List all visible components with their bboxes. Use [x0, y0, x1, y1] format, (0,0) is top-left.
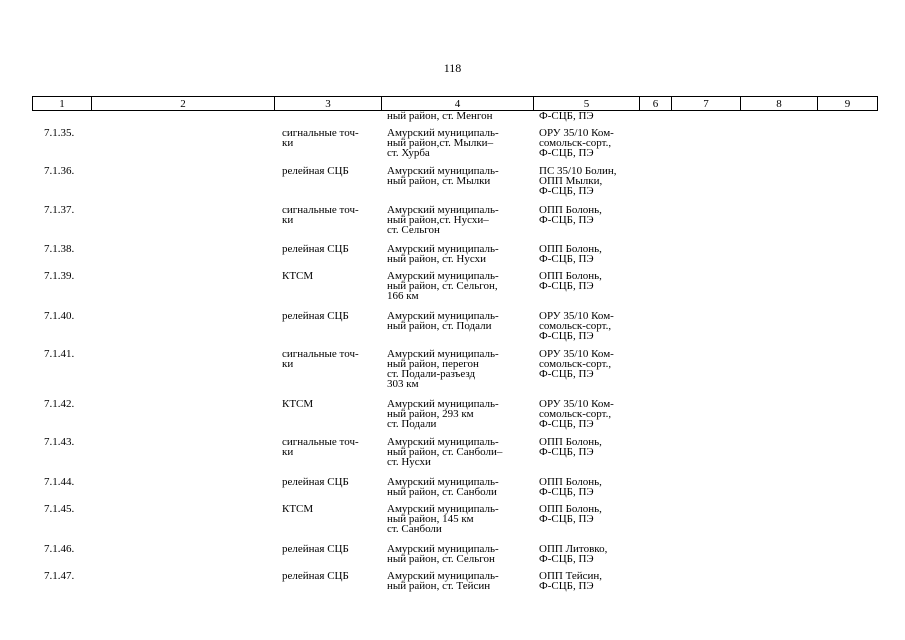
- object-location: ный район, ст. Менгон: [387, 110, 493, 122]
- table-header: [32, 96, 878, 111]
- power-source: ОПП Болонь, Ф-СЦБ, ПЭ: [539, 204, 602, 226]
- object-type: релейная СЦБ: [282, 310, 349, 322]
- object-location: Амурский муниципаль- ный район, ст. Санболи: [387, 476, 499, 498]
- row-col-2: [91, 205, 274, 244]
- table-row: [32, 111, 876, 128]
- power-source: ОПП Литовко, Ф-СЦБ, ПЭ: [539, 543, 608, 565]
- power-source: ОПП Болонь, Ф-СЦБ, ПЭ: [539, 436, 602, 458]
- table-row: [32, 571, 876, 598]
- table-row: [32, 271, 876, 311]
- table-row: [32, 544, 876, 571]
- object-location: Амурский муниципаль- ный район, ст. Сельгон, 166 км: [387, 270, 499, 302]
- table-row: [32, 311, 876, 349]
- row-col-2: [91, 571, 274, 598]
- header-col-3: 3: [275, 97, 382, 110]
- header-col-8: 8: [741, 97, 818, 110]
- row-number: 7.1.46.: [44, 543, 75, 555]
- object-type: релейная СЦБ: [282, 570, 349, 582]
- object-type: релейная СЦБ: [282, 543, 349, 555]
- row-col-2: [91, 477, 274, 504]
- object-type: [274, 111, 381, 128]
- header-col-9: 9: [844, 98, 851, 110]
- object-location: Амурский муниципаль- ный район, ст. Мылки: [387, 165, 499, 187]
- row-col-2: [91, 544, 274, 571]
- row-number: 7.1.41.: [44, 348, 75, 360]
- row-number: 7.1.44.: [44, 476, 75, 488]
- object-location: Амурский муниципаль- ный район, 145 км ст. Санболи: [387, 503, 499, 535]
- table-row: [32, 504, 876, 544]
- object-type: сигнальные точ- ки: [282, 127, 359, 149]
- row-number: 7.1.35.: [44, 127, 75, 139]
- row-col-2: [91, 166, 274, 205]
- row-col-2: [91, 271, 274, 311]
- table-row: [32, 244, 876, 271]
- object-location: Амурский муниципаль- ный район, ст. Нусхи: [387, 243, 499, 265]
- power-source: ОРУ 35/10 Ком- сомольск-сорт., Ф-СЦБ, ПЭ: [539, 127, 614, 159]
- row-number: 7.1.45.: [44, 503, 75, 515]
- power-source: ОПП Тейсин, Ф-СЦБ, ПЭ: [539, 570, 603, 592]
- object-type: КТСМ: [282, 270, 314, 282]
- row-number: 7.1.43.: [44, 436, 75, 448]
- object-location: Амурский муниципаль- ный район, ст. Сельгон: [387, 543, 499, 565]
- header-col-1: 1: [33, 97, 92, 110]
- header-col-6: 6: [640, 97, 672, 110]
- row-col-2: [91, 111, 274, 128]
- header-col-4: 4: [382, 97, 534, 110]
- power-source: ОПП Болонь, Ф-СЦБ, ПЭ: [539, 476, 602, 498]
- object-type: релейная СЦБ: [282, 243, 349, 255]
- object-location: Амурский муниципаль- ный район, 293 км ст. Подали: [387, 398, 499, 430]
- table-row: [32, 399, 876, 437]
- object-location: Амурский муниципаль- ный район, ст. Тейсин: [387, 570, 499, 592]
- row-number: 7.1.39.: [44, 270, 75, 282]
- row-number: 7.1.42.: [44, 398, 75, 410]
- object-type: сигнальные точ- ки: [282, 348, 359, 370]
- row-col-2: [91, 128, 274, 166]
- row-col-2: [91, 399, 274, 437]
- row-number: 7.1.36.: [44, 165, 75, 177]
- power-source: ОРУ 35/10 Ком- сомольск-сорт., Ф-СЦБ, ПЭ: [539, 310, 614, 342]
- object-location: Амурский муниципаль- ный район, ст. Подали: [387, 310, 499, 332]
- power-source: ПС 35/10 Болин, ОПП Мылки, Ф-СЦБ, ПЭ: [539, 165, 617, 197]
- table-row: [32, 349, 876, 399]
- header-col-7: 7: [672, 97, 741, 110]
- object-type: КТСМ: [282, 503, 314, 515]
- table-row: [32, 205, 876, 244]
- object-type: сигнальные точ- ки: [282, 204, 359, 226]
- object-type: релейная СЦБ: [282, 476, 349, 488]
- table-row: [32, 166, 876, 205]
- power-source: ОПП Болонь, Ф-СЦБ, ПЭ: [539, 243, 602, 265]
- header-col-2: 2: [92, 97, 275, 110]
- object-type: сигнальные точ- ки: [282, 436, 359, 458]
- row-col-2: [91, 311, 274, 349]
- power-source: ОРУ 35/10 Ком- сомольск-сорт., Ф-СЦБ, ПЭ: [539, 348, 614, 380]
- object-location: Амурский муниципаль- ный район, ст. Санболи– ст. Нусхи: [387, 436, 503, 468]
- power-source: Ф-СЦБ, ПЭ: [539, 110, 594, 122]
- row-number: 7.1.38.: [44, 243, 75, 255]
- object-location: Амурский муниципаль- ный район,ст. Мылки– ст. Хурба: [387, 127, 499, 159]
- power-source: ОПП Болонь, Ф-СЦБ, ПЭ: [539, 503, 602, 525]
- power-source: ОРУ 35/10 Ком- сомольск-сорт., Ф-СЦБ, ПЭ: [539, 398, 614, 430]
- object-type: релейная СЦБ: [282, 165, 349, 177]
- object-location: Амурский муниципаль- ный район,ст. Нусхи– ст. Сельгон: [387, 204, 499, 236]
- object-type: КТСМ: [282, 398, 314, 410]
- power-source: ОПП Болонь, Ф-СЦБ, ПЭ: [539, 270, 602, 292]
- row-col-2: [91, 504, 274, 544]
- row-col-2: [91, 244, 274, 271]
- table-row: [32, 128, 876, 166]
- row-number: 7.1.37.: [44, 204, 75, 216]
- table-row: [32, 477, 876, 504]
- row-number: [32, 111, 91, 128]
- table-body: [32, 111, 876, 598]
- row-number: 7.1.47.: [44, 570, 75, 582]
- page-number: 118: [443, 61, 462, 75]
- row-number: 7.1.40.: [44, 310, 75, 322]
- object-location: Амурский муниципаль- ный район, перегон ст. Подали-разъезд 303 км: [387, 348, 499, 390]
- table-row: [32, 437, 876, 477]
- row-col-2: [91, 437, 274, 477]
- row-col-2: [91, 349, 274, 399]
- header-col-5: 5: [534, 97, 640, 110]
